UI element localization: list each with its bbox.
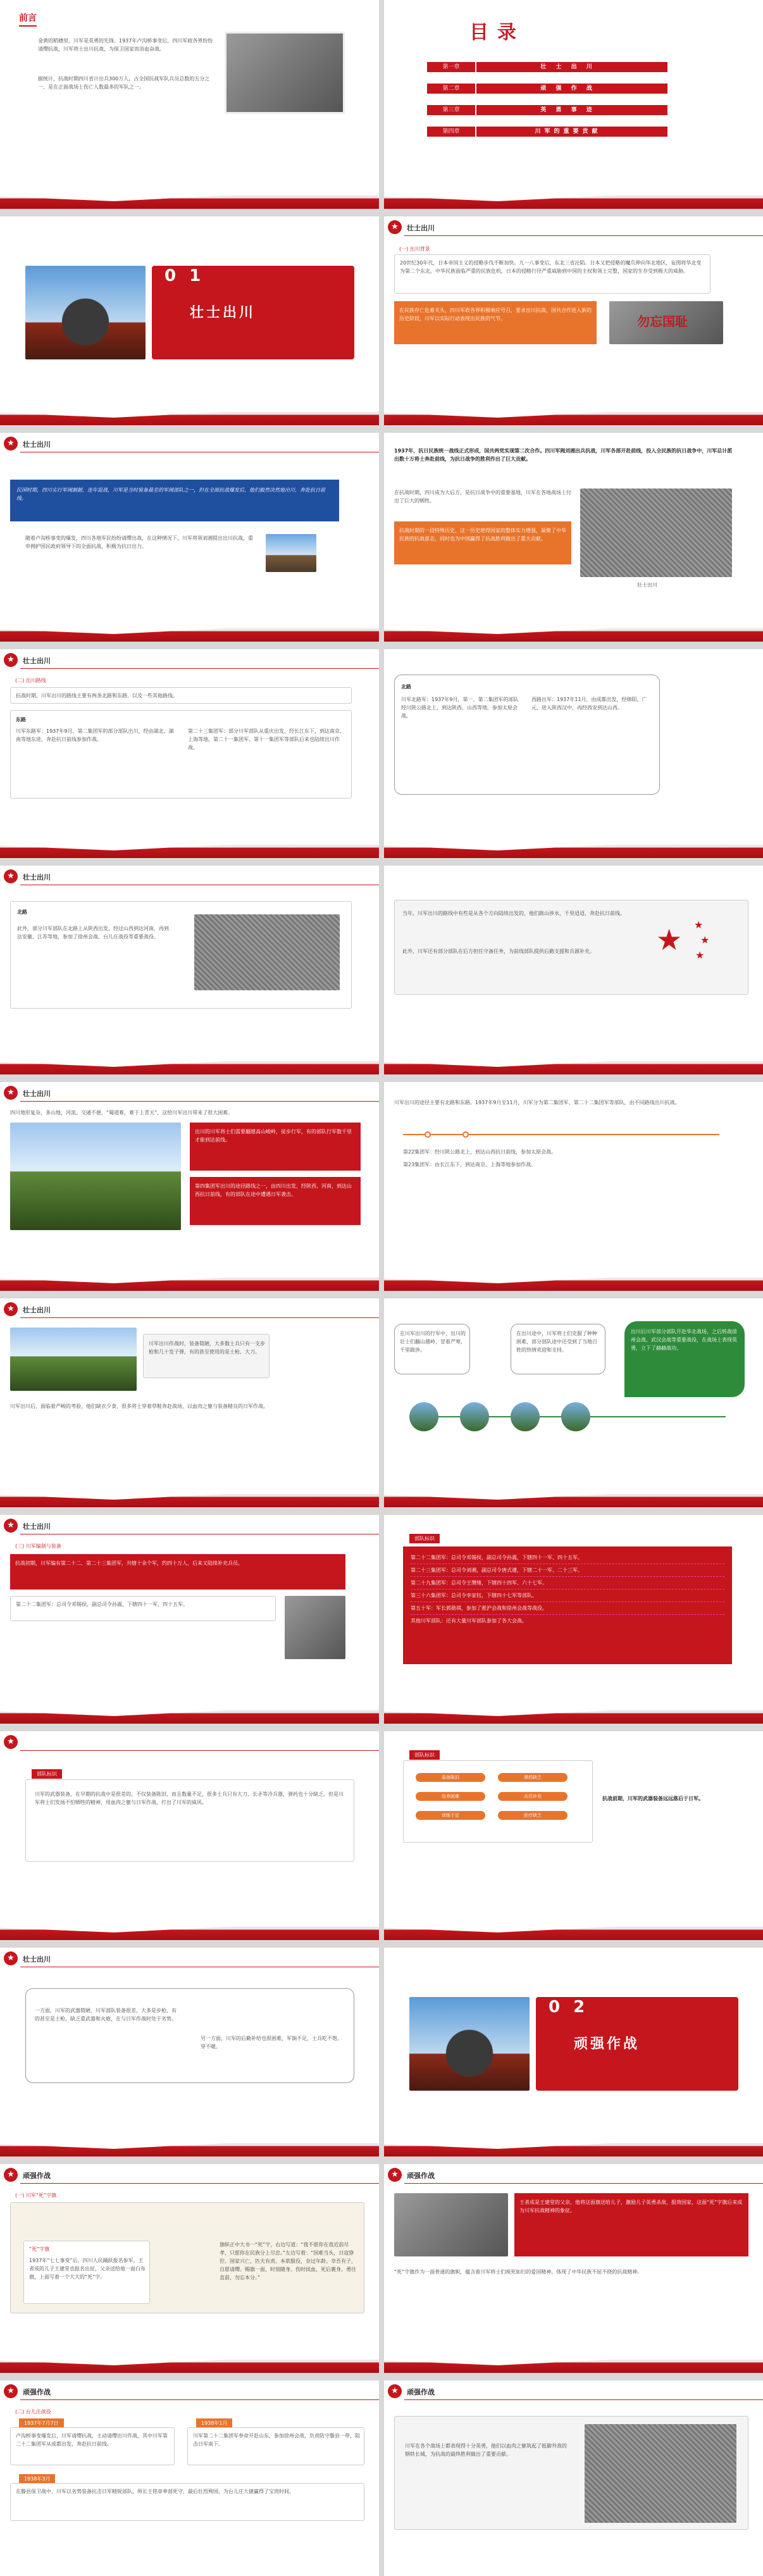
lion-statue-image — [409, 1997, 530, 2091]
footer-wave — [384, 1921, 763, 1940]
slide-header: ★ 壮士出川 — [0, 1948, 379, 1969]
text-box: 川军第二十二集团军奉命开赴山东，参加徐州会战，负责防守滕县一带，阻击日军南下。 — [187, 2427, 364, 2465]
content-box: 北路 此外，部分川军部队在北路上从陕西出发，经过山西到达河南，再到达安徽、江苏等地，参加了徐州会战、台儿庄战役等重要战役。 — [10, 901, 352, 1009]
battle-photo — [194, 914, 340, 990]
text-box: 卢沟桥事变爆发后，川军请缨抗战，主动请缨出川作战，其中川军第二十二集团军从成都出发，奔赴抗日前线。 — [10, 2427, 175, 2465]
landscape-image — [10, 1328, 137, 1391]
slide-header: ★ 壮士出川 — [0, 433, 379, 454]
tag-pill: 弹药缺乏 — [498, 1773, 568, 1782]
section-title: 顽强作战 — [574, 2036, 640, 2052]
star-icon: ★ — [4, 2168, 18, 2182]
text-box: 20世纪30年代，日本帝国主义的侵略步伐不断加快。九一八事变后，东北三省沦陷。日本又把侵略的魔爪伸向华北地区，妄图将华北变为第二个东北。中华民族面临严重的民族危机，日本的侵略行径严重威胁到中国的主权和领土完整，国家的生存受到极大的威胁。 — [394, 254, 710, 294]
highlight-bubble: 出川后川军部分部队开赴华北战场，之后转战徐州会战、武汉会战等重要战役，在战场上表现英勇，立下了赫赫战功。 — [624, 1321, 745, 1397]
portrait-image — [225, 32, 345, 114]
route-box: 东路 川军东路军：1937年9月，第二集团军的部分部队出川，经由湖北、湖南等地东进，奔赴抗日前线参加作战。 第二十三集团军：部分川军部队从重庆出发，经长江东下，到达南京、上海等地。第二十一集团军、第十一集团军等部队后来也陆续出川作战。 — [10, 710, 352, 799]
subsection-tag: (三) 川军编制与装备 — [15, 1543, 61, 1549]
lead-paragraph: 四川地形复杂，多山地，河流、交通不便，“蜀道难，难于上青天”，这给川军出川带来了很大困难。 — [10, 1110, 233, 1116]
footer-wave — [0, 406, 379, 425]
tag-pill: 给养困难 — [416, 1792, 485, 1801]
mountain-image — [10, 1123, 181, 1230]
highlight-box: 在民族存亡危难关头，四川军政各界积极响应号召，要求出川抗战，国共合作进入新的历史阶段，川军以实际行动表现出民族的气节。 — [394, 301, 597, 344]
tag-pill: 医疗缺乏 — [498, 1811, 568, 1820]
slide-header: ★ 壮士出川 — [0, 1515, 379, 1536]
soldiers-photo — [580, 488, 732, 577]
subsection-tag: (一) 出川背景 — [399, 246, 430, 252]
info-box: 王者成是王建堂的父亲，他将这面旗送给儿子，激励儿子英勇杀敌，报效国家，这面“死”字旗后来成为川军抗战精神的象征。 — [514, 2193, 748, 2256]
unit-row: 第二十二集团军：总司令邓锡侯，副总司令孙震，下辖四十一军、四十五军。 — [411, 1552, 724, 1564]
slide-header: ★ 壮士出川 — [0, 649, 379, 671]
star-icon: ★ — [4, 437, 18, 451]
contents-item[interactable]: 第二章 顽 强 作 战 — [427, 84, 667, 94]
slide-united-front[interactable] — [384, 433, 763, 642]
section-number: 0 1 — [164, 266, 205, 285]
poster-text: 勿忘国耻 — [637, 314, 688, 329]
slide-route-summary[interactable] — [384, 866, 763, 1074]
footer-wave — [0, 1272, 379, 1291]
footer-wave — [0, 623, 379, 642]
tag-pill: 兵员补充 — [498, 1792, 568, 1801]
info-box: 第四集团军出川的途径路线之一，由四川出发，经陕西、河南，到达山西抗日前线，有的部队在途中遭遇日军袭击。 — [190, 1177, 361, 1225]
section-banner — [536, 1997, 738, 2091]
tag-pill: 训练不足 — [416, 1811, 485, 1820]
timeline-line — [403, 1134, 719, 1135]
slide-preface[interactable] — [0, 0, 379, 209]
footer-wave — [0, 2354, 379, 2373]
footer-wave — [384, 2570, 763, 2576]
footer-wave — [384, 1705, 763, 1724]
photo-caption: 壮士出川 — [637, 582, 657, 588]
lion-statue-image — [25, 266, 146, 359]
body-paragraph: 在抗战时期，四川成为大后方，是抗日战争中的重要基地，川军在各地战场上付出了巨大的牺牲。 — [394, 490, 571, 504]
star-icon: ★ — [700, 934, 710, 946]
star-icon: ★ — [388, 2384, 402, 2398]
section-tag: 部队标识 — [32, 1769, 62, 1779]
slide-background[interactable] — [384, 216, 763, 425]
slide-north-route[interactable] — [384, 649, 763, 858]
slide-contents[interactable] — [384, 0, 763, 209]
footer-wave — [384, 2137, 763, 2156]
body-paragraph: 川军出川的途径主要有北路和东路。1937年9月至11月，川军分为第二集团军、第二十二集团军等部队，由不同路线出川抗战。 — [394, 1100, 680, 1105]
slide-hardships[interactable] — [0, 1948, 379, 2156]
info-box: 出川的川军将士们需要翻越高山峻岭，徒步行军，有的部队行军数千里才能到达前线。 — [190, 1123, 361, 1171]
date-tag: 1937年7月7日 — [19, 2418, 64, 2428]
footer-wave — [384, 1272, 763, 1291]
subsection-tag: (一) 川军“死”字旗 — [15, 2193, 57, 2198]
content-box: 川军在各个战场上都表现得十分英勇，他们以血肉之躯筑起了抵御外敌的钢铁长城，为抗战的最终胜利做出了重要贡献。 — [394, 2416, 748, 2530]
contents-item[interactable]: 第三章 英 勇 事 迹 — [427, 105, 667, 115]
preface-paragraph: 据统计，抗战时期四川省计出兵300万人，占全国抗战军队兵员总数的五分之一，是在正面战场上伤亡人数最多的军队之一。 — [38, 76, 210, 90]
star-icon: ★ — [656, 923, 683, 957]
text-box: 川军出川作战时，装备简陋，大多数士兵只有一支步枪和几十发子弹，有的甚至使用的是土枪、大刀。 — [143, 1334, 270, 1378]
units-box — [403, 1546, 732, 1664]
preface-paragraph: 金黄的稻穗里，川军是英勇的先锋。1937年卢沟桥事变后，四川军政各界纷纷请缨抗战，川军将士出川抗战，为保卫国家而浴血奋战。 — [38, 38, 213, 52]
text-box: 在滕县保卫战中，川军以劣势装备抗击日军精锐部队，师长王铭章率部死守，最后壮烈殉国，为台儿庄大捷赢得了宝贵时间。 — [10, 2483, 364, 2521]
photo-collage — [585, 2424, 736, 2523]
unit-row: 第二十九集团军：总司令王缵绪，下辖四十四军、六十七军。 — [411, 1577, 724, 1590]
slide-section-1[interactable] — [0, 216, 379, 425]
footer-wave — [384, 190, 763, 209]
slide-departure[interactable] — [0, 433, 379, 642]
slide-units-list[interactable] — [384, 1515, 763, 1724]
slide-flag-meaning[interactable] — [384, 2164, 763, 2373]
footer-wave — [384, 1055, 763, 1074]
highlight-box: 抗战时期的一段特殊历史，这一历史使得国家的整体实力增强，凝聚了中华民族的抗战意志，同时也为中国赢得了抗战胜利做出了重大贡献。 — [394, 521, 571, 564]
section-title: 壮士出川 — [190, 305, 256, 321]
summary-box: 当年，川军出川的路线中有些是从各个方向陆续出发的，他们跋山涉水，千里迢迢，奔赴抗日前线。 此外，川军还有部分部队在后方担任守备任务，为前线部队提供后勤支援和兵源补充。 — [394, 900, 748, 995]
lead-box: 抗战时期，川军出川的路线主要有两条北路和东路，以及一些其他路线。 — [10, 687, 352, 704]
slide-north-route-detail[interactable] — [0, 866, 379, 1074]
footer-wave — [0, 190, 379, 209]
monument-image — [266, 534, 316, 572]
date-tag: 1938年1月 — [196, 2418, 232, 2428]
unit-row: 其他川军部队：还有大量川军部队参加了各大会战。 — [411, 1618, 527, 1624]
date-tag: 1938年3月 — [19, 2474, 55, 2484]
subsection-tag: (二) 台儿庄战役 — [15, 2409, 51, 2415]
landscape-thumb — [460, 1402, 489, 1431]
landscape-thumb — [561, 1402, 590, 1431]
unit-row: 第三十六集团军：总司令李家钰，下辖四十七军等部队。 — [411, 1590, 724, 1602]
side-note: 抗战前期，川军的武器装备远远落后于日军。 — [602, 1796, 704, 1801]
section-tag: 部队标识 — [409, 1534, 440, 1543]
info-box: 抗战初期，川军编有第二十二、第二十三集团军，共辖十余个军，约四十万人，后来又陆续补充兵员。 — [10, 1554, 345, 1590]
star-icon: ★ — [4, 2384, 18, 2398]
text-box: 川军的武器装备，在早期的抗战中是很差的，不仅装备陈旧，而且数量不足，很多士兵只有大刀、长矛等冷兵器，弹药也十分缺乏。但是川军将士们发扬不怕牺牲的精神，用血肉之躯与日军作战，打出了川军的威风。 — [25, 1779, 354, 1862]
speech-bubble: 一方面，川军的武器简陋，川军部队装备很差，大多是步枪，有的甚至是土枪，缺乏重武器和火炮，在与日军作战时处于劣势。 另一方面，川军的后勤补给也很困难，军饷不足，士兵吃不饱、穿不暖。 — [25, 1988, 354, 2083]
flag-image — [394, 2193, 508, 2256]
footer-wave — [0, 839, 379, 858]
slide-header: ★ 壮士出川 — [0, 1082, 379, 1104]
contents-title: 目录 — [469, 22, 525, 44]
speech-bubble: 北路 川军北路军：1937年9月，第一、第二集团军的部队经川陕公路北上，到达陕西、山西等地，参加太原会战。 西路出军：1937年11月，由成都出发，经绵阳、广元，进入陕西汉中，再经西安到达山西。 — [394, 675, 660, 795]
footer-wave — [0, 1921, 379, 1940]
landscape-thumb — [409, 1402, 438, 1431]
slide-header — [0, 1731, 379, 1753]
star-icon: ★ — [4, 1519, 18, 1533]
subsection-tag: (二) 出川路线 — [15, 678, 46, 683]
quote-box: 民国时期，四川实行军阀割据，连年混战，川军是当时装备最差的军阀部队之一，但在全面抗战爆发后，他们毅然决然地出川，奔赴抗日前线。 — [10, 480, 339, 521]
footer-wave — [0, 1705, 379, 1724]
slide-taierzhuang[interactable] — [0, 2380, 379, 2576]
footer-wave — [0, 1055, 379, 1074]
footer-wave — [384, 839, 763, 858]
slide-death-flag[interactable] — [0, 2164, 379, 2373]
section-tag: 部队标识 — [409, 1750, 440, 1760]
unit-row: 第五十军：军长郭勋祺，参加了淞沪会战和徐州会战等战役。 — [411, 1602, 724, 1615]
content-box: “死”字旗 1937年“七七事变”后，四川人民踊跃报名参军，王者成的儿子王建堂也报名出征，父亲送给他一面白布旗，上面写着一个大大的“死”字。 旗帜正中大书一“死”字，右边写道：“我不愿你在我近前尽孝，只愿你在民族分上尽忠。”左边写着：“国难当头，日寇狰狞。国家兴亡，匹夫有责。本欲服役，奈过年龄。幸吾有子，自愿请缨。赐旗一面，时刻随身。伤时拭血，死后裹身。勇往直前，勿忘本分。” — [10, 2202, 364, 2313]
star-icon: ★ — [388, 220, 402, 234]
body-paragraph: 随着卢沟桥事变的爆发，四川各地军民纷纷请缨出战，在这种情况下，川军将领刘湘提出出川抗战，重申拥护国民政府领导下的全面抗战，积极为抗日出力。 — [25, 535, 253, 549]
landscape-thumb — [511, 1402, 540, 1431]
timeline-dot — [425, 1131, 431, 1138]
footer-wave — [384, 1488, 763, 1507]
footer-wave — [384, 623, 763, 642]
unit-row: 第二十三集团军：总司令刘湘，副总司令唐式遵，下辖二十一军、二十三军。 — [411, 1564, 724, 1577]
contents-item[interactable]: 第一章 壮 士 出 川 — [427, 62, 667, 72]
footer-wave — [384, 406, 763, 425]
page-title: 前言 — [19, 11, 37, 27]
slide-routes[interactable] — [0, 649, 379, 858]
section-number: 0 2 — [549, 1998, 589, 2017]
section-banner — [152, 266, 354, 359]
slide-equipment[interactable] — [0, 1298, 379, 1507]
soldier-portrait — [285, 1596, 345, 1659]
slide-journey[interactable] — [384, 1298, 763, 1507]
footer-wave — [0, 2570, 379, 2576]
slide-section-2[interactable] — [384, 1948, 763, 2156]
slide-weapons[interactable] — [0, 1731, 379, 1940]
slide-header: ★ 壮士出川 — [384, 216, 763, 238]
star-icon: ★ — [4, 653, 18, 667]
star-icon: ★ — [694, 919, 704, 931]
list-item: 第23集团军：由长江东下，到达南京、上海等地参加作战。 — [403, 1162, 537, 1167]
speech-bubble: 在川军出川的行军中，出川的壮士们翻山越岭，冒着严寒，千里跋涉。 — [394, 1324, 470, 1374]
list-item: 第22集团军：经川陕公路北上，到达山西抗日前线，参加太原会战。 — [403, 1149, 557, 1155]
slide-header: ★ 壮士出川 — [0, 866, 379, 887]
timeline-dot — [462, 1131, 469, 1138]
slide-header: ★ 顽强作战 — [0, 2380, 379, 2402]
star-icon: ★ — [695, 949, 705, 961]
body-paragraph: 1937年，抗日民族统一战线正式形成，国共两党实现第二次合作。四川军阀刘湘出兵抗战，川军各部开赴前线，投入全民族的抗日战争中，川军总计派出数十万将士奔赴前线，为抗日战争的胜利作出了巨大贡献。 — [394, 448, 733, 462]
slide-terrain[interactable] — [0, 1082, 379, 1291]
contents-item[interactable]: 第四章 川军的重要贡献 — [427, 127, 667, 137]
footer-wave — [0, 1488, 379, 1507]
tag-pill: 装备陈旧 — [416, 1773, 485, 1782]
slide-timeline[interactable] — [384, 1082, 763, 1291]
body-paragraph: “死”字旗作为一面普通的旗帜，蕴含着川军将士们视死如归的爱国精神，体现了中华民族不屈不挠的抗战精神。 — [394, 2269, 643, 2275]
star-icon: ★ — [388, 2168, 402, 2182]
slide-header: ★ 顽强作战 — [384, 2380, 763, 2402]
star-icon: ★ — [4, 869, 18, 883]
slide-difficulties[interactable] — [384, 1731, 763, 1940]
slide-header: ★ 顽强作战 — [384, 2164, 763, 2186]
slide-header: ★ 顽强作战 — [0, 2164, 379, 2186]
slide-organization[interactable] — [0, 1515, 379, 1724]
star-icon: ★ — [4, 1302, 18, 1316]
footer-wave — [384, 2354, 763, 2373]
inner-box: “死”字旗 1937年“七七事变”后，四川人民踊跃报名参军，王者成的儿子王建堂也报名出征，父亲送给他一面白布旗，上面写着一个大大的“死”字。 — [23, 2241, 150, 2304]
footer-wave — [0, 2137, 379, 2156]
slide-battle-summary[interactable] — [384, 2380, 763, 2576]
star-icon: ★ — [4, 1951, 18, 1965]
slide-header: ★ 壮士出川 — [0, 1298, 379, 1320]
speech-bubble: 在出川途中，川军将士们克服了种种困难，部分部队途中还受到了当地百姓的热情欢迎和支持。 — [511, 1324, 605, 1374]
star-icon: ★ — [4, 1735, 18, 1749]
body-paragraph: 川军出川后，面临着严峻的考验，他们缺衣少食，很多将士穿着草鞋奔赴战场，以血肉之躯与装备精良的日军作战。 — [10, 1403, 268, 1409]
text-box: 第二十二集团军：总司令邓锡侯，副总司令孙震，下辖四十一军、四十五军。 — [10, 1596, 276, 1621]
star-icon: ★ — [4, 1086, 18, 1100]
